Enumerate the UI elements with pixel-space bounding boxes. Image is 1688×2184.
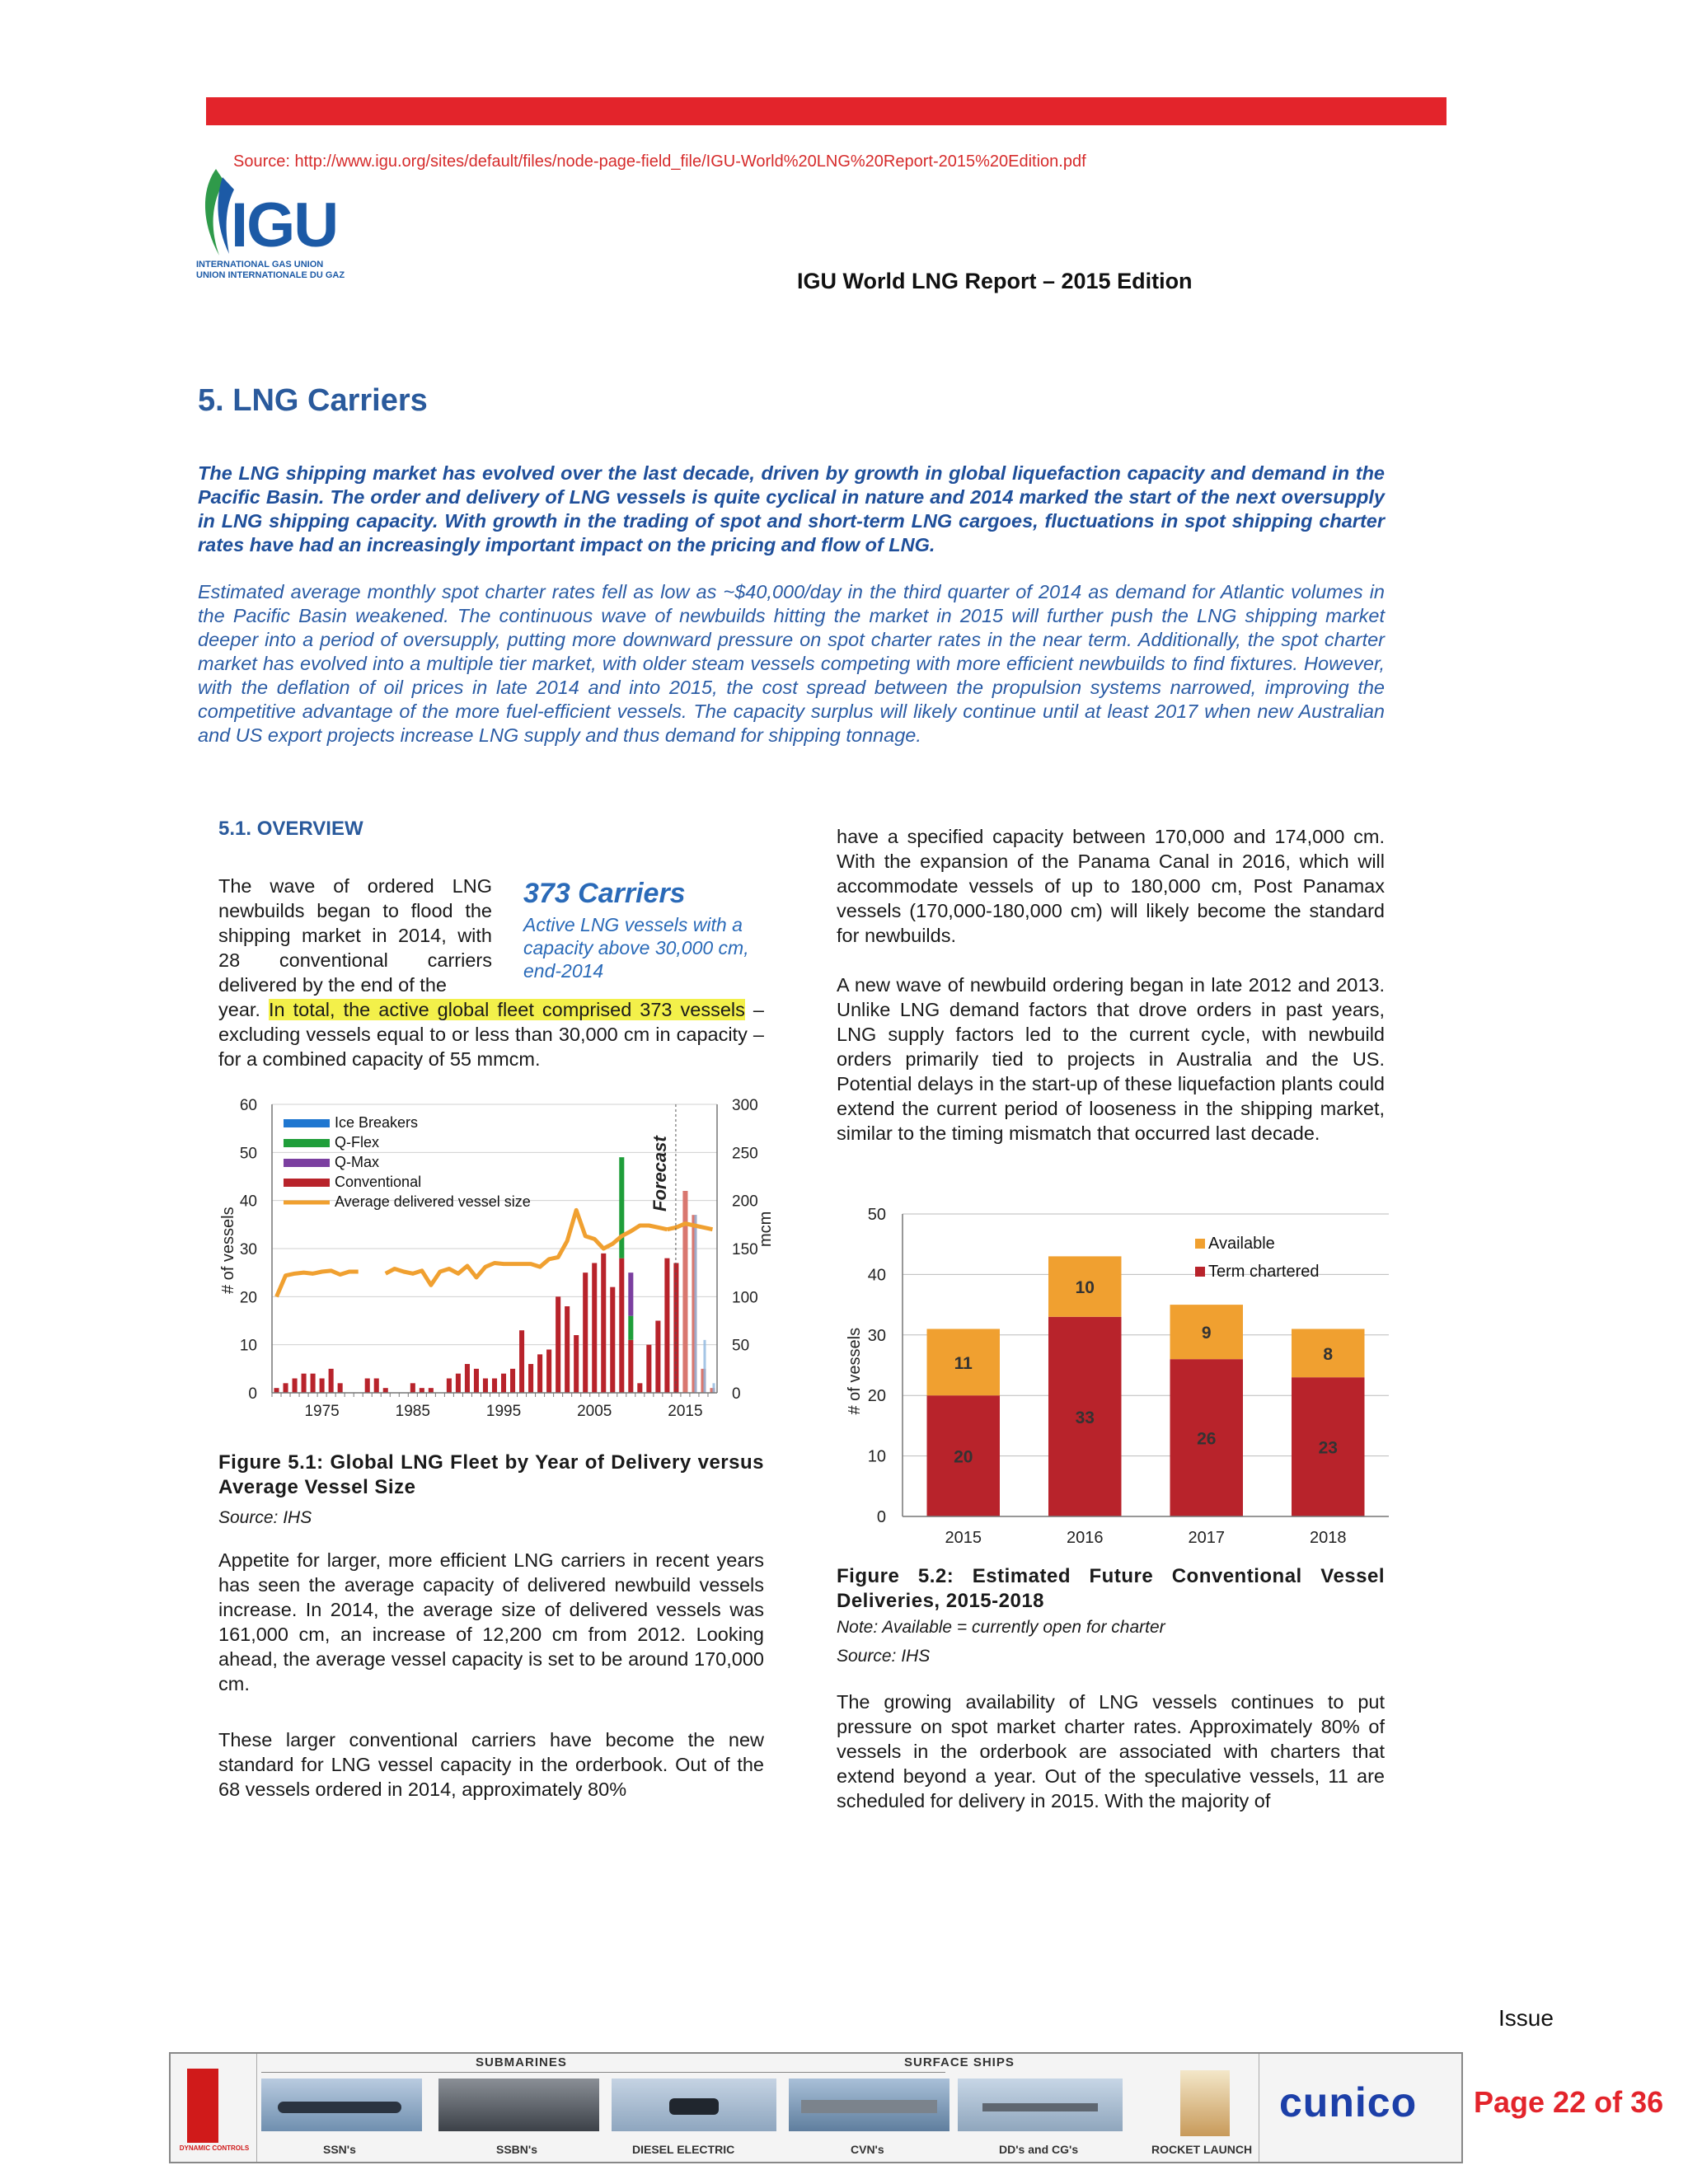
chart2-y-tick: 0	[876, 1508, 886, 1526]
figure1-source: Source: IHS	[218, 1508, 312, 1527]
banner-caption-destroyers: DD's and CG's	[999, 2143, 1079, 2156]
chart1-y2-tick: 100	[732, 1289, 758, 1307]
chart1-bar	[619, 1258, 624, 1393]
chart1-legend-label: Ice Breakers	[335, 1114, 419, 1131]
chart2-x-tick: 2016	[1067, 1529, 1104, 1547]
chart1-y-tick: 60	[239, 1097, 257, 1114]
chart2-data-label: 9	[1201, 1324, 1212, 1343]
figure2-note: Note: Available = currently open for charter	[837, 1618, 1165, 1637]
issue-label: Issue	[1498, 2005, 1554, 2031]
chart1-bar	[574, 1335, 579, 1393]
banner-caption-ssn: SSN's	[323, 2143, 356, 2156]
chart2-y-tick: 10	[867, 1447, 886, 1466]
chart1-legend	[284, 1114, 531, 1210]
section-title: 5. LNG Carriers	[198, 383, 428, 418]
chart1-bar	[474, 1369, 479, 1393]
chart1-y-tick: 0	[248, 1385, 257, 1403]
chart1-average-size-segment	[277, 1271, 359, 1297]
chart1-bar	[456, 1374, 461, 1393]
column2-paragraph2: A new wave of newbuild ordering began in late 2012 and 2013. Unlike LNG demand factors that drove orders in past years, LNG supply factors led to the current cycle, with newbuild orders primarily tied to projects in Australia and the US. Potential delays in the start-up of these liquefaction plants could extend the current period of looseness in the shipping market, similar to the timing mismatch that occurred last decade.	[837, 974, 1385, 1144]
banner-caption-rocket: ROCKET LAUNCH	[1151, 2143, 1253, 2156]
banner-group-submarines: SUBMARINES	[476, 2055, 567, 2069]
chart1-x-tick: 2005	[577, 1403, 612, 1420]
chart2-x-tick: 2018	[1310, 1529, 1347, 1547]
dynamic-controls-logo-text: DYNAMIC CONTROLS	[179, 2144, 250, 2152]
chart1-bar	[501, 1374, 506, 1393]
chart1-bar	[284, 1383, 288, 1393]
chart1-y-axis-label: # of vessels	[219, 1207, 237, 1294]
chart1-bar	[420, 1388, 424, 1393]
submarine-ssbn-image	[438, 2079, 599, 2131]
future-deliveries-chart	[828, 1199, 1397, 1554]
callout-box	[523, 878, 771, 982]
chart2-data-label: 11	[954, 1353, 973, 1373]
cunico-logo: cunico	[1279, 2079, 1418, 2125]
chart1-y2-tick: 250	[732, 1145, 758, 1163]
chart1-bar	[556, 1296, 560, 1393]
igu-logo-text: IGU	[231, 190, 338, 260]
chart1-bar	[311, 1374, 316, 1393]
column1-paragraph1-top: The wave of ordered LNG newbuilds began to flood the shipping market in 2014, with 28 conventional carriers delivered by the end of the	[218, 875, 492, 996]
chart1-y2-axis-label: mcm	[757, 1211, 775, 1247]
chart1-legend-swatch	[284, 1179, 330, 1187]
chart2-data-label: 10	[1075, 1278, 1095, 1298]
chart1-y2-tick: 150	[732, 1241, 758, 1258]
fleet-by-year-chart	[210, 1088, 779, 1451]
page-number: Page 22 of 36	[1474, 2085, 1664, 2119]
igu-logo-subtitle: INTERNATIONAL GAS UNION	[196, 260, 324, 269]
chart2-data-label: 33	[1075, 1408, 1095, 1427]
carrier-cvn-image	[789, 2079, 950, 2131]
chart1-bar	[374, 1379, 379, 1394]
chart1-legend-label: Conventional	[335, 1174, 422, 1190]
chart1-legend-label: Q-Max	[335, 1154, 379, 1170]
chart1-x-tick: 2015	[668, 1403, 703, 1420]
highlighted-text: In total, the active global fleet comprised 373 vessels	[268, 999, 745, 1020]
banner-caption-cvn: CVN's	[851, 2143, 884, 2156]
chart1-bar	[429, 1388, 434, 1393]
chart2-y-tick: 30	[867, 1326, 886, 1345]
intro-summary: The LNG shipping market has evolved over the last decade, driven by growth in global liquefaction capacity and demand in the Pacific Basin. The order and delivery of LNG vessels is quite cyclical in nature and 2014 marked the start of the next oversupply in LNG shipping capacity. With growth in the trading of spot and short-term LNG cargoes, fluctuations in spot shipping charter rates have had an increasingly important impact on the pricing and flow of LNG.	[198, 462, 1385, 555]
chart1-bar	[510, 1369, 515, 1393]
chart1-y-tick: 40	[239, 1193, 257, 1211]
diesel-electric-image	[612, 2079, 776, 2131]
chart1-legend-swatch	[284, 1119, 330, 1127]
column1-paragraph2: Appetite for larger, more efficient LNG carriers in recent years has seen the average capacity of delivered newbuild vessels increase. In 2014, the average size of delivered vessels was 161,000 cm, an increase of 12,200 cm from 2012. Looking ahead, the average vessel capacity is set to be around 170,000 cm.	[218, 1549, 764, 1694]
chart2-y-tick: 50	[867, 1206, 886, 1224]
chart2-y-tick: 40	[867, 1266, 886, 1285]
header-red-bar	[206, 97, 1447, 125]
chart2-data-label: 8	[1323, 1344, 1334, 1364]
callout-text: Active LNG vessels with a capacity above 30,000 cm, end-2014	[523, 914, 749, 982]
figure2-caption: Figure 5.2: Estimated Future Conventional Vessel Deliveries, 2015-2018	[837, 1565, 1385, 1612]
footer-banner	[169, 2052, 1463, 2163]
chart2-data-label: 23	[1318, 1438, 1338, 1458]
chart1-y2-tick: 50	[732, 1337, 750, 1355]
igu-logo-subtitle-fr: UNION INTERNATIONALE DU GAZ	[196, 270, 345, 280]
chart1-average-size-segment	[386, 1210, 668, 1285]
callout-title: 373 Carriers	[523, 878, 686, 909]
banner-group-surface-ships: SURFACE SHIPS	[904, 2055, 1015, 2069]
chart1-bar	[447, 1379, 452, 1394]
chart1-bar	[302, 1374, 307, 1393]
chart1-bar	[320, 1379, 325, 1394]
chart1-bar	[628, 1340, 633, 1393]
chart1-bar	[329, 1369, 334, 1393]
chart2-legend-label: Term chartered	[1208, 1263, 1320, 1281]
chart1-bar	[528, 1364, 533, 1393]
chart1-legend-swatch	[284, 1139, 330, 1147]
chart2-legend	[1195, 1235, 1320, 1281]
chart1-bar	[583, 1272, 588, 1393]
chart1-bar	[628, 1272, 633, 1316]
chart1-bar-forecast-accent	[712, 1383, 715, 1393]
banner-divider-line	[261, 2072, 945, 2073]
chart1-y-tick: 30	[239, 1241, 257, 1258]
column1-paragraph3: These larger conventional carriers have become the new standard for LNG vessel capacity in the orderbook. Out of the 68 vessels ordered in 2014, approximately 80%	[218, 1729, 764, 1800]
chart1-y2-tick: 200	[732, 1193, 758, 1211]
source-link[interactable]: Source: http://www.igu.org/sites/default/files/node-page-field_file/IGU-World%20LNG%20Report-2015%20Edition.pdf	[233, 152, 1086, 171]
chart1-bar	[365, 1379, 370, 1394]
chart1-y-tick: 20	[239, 1289, 257, 1307]
chart1-y-tick: 10	[239, 1337, 257, 1355]
column1-paragraph1-bottom	[218, 997, 764, 1071]
chart1-bar	[274, 1388, 279, 1393]
chart1-legend-label: Q-Flex	[335, 1134, 379, 1151]
chart1-bar	[628, 1316, 633, 1340]
chart1-x-tick: 1995	[485, 1403, 522, 1420]
banner-logo-cell	[171, 2054, 257, 2162]
dynamic-controls-logo	[187, 2069, 218, 2143]
chart1-bar	[664, 1258, 669, 1393]
chart1-bar	[465, 1364, 470, 1393]
chart1-bar	[483, 1379, 488, 1394]
chart2-x-tick: 2017	[1188, 1529, 1225, 1547]
chart2-data-label: 26	[1197, 1429, 1217, 1449]
banner-caption-diesel: DIESEL ELECTRIC	[632, 2143, 735, 2156]
chart1-bar	[601, 1254, 606, 1393]
chart1-bar	[537, 1354, 542, 1393]
chart1-average-size-line	[277, 1210, 713, 1296]
chart1-bar	[293, 1379, 298, 1394]
destroyer-image	[958, 2079, 1123, 2131]
paragraph-year-word: year.	[218, 999, 260, 1020]
chart1-bar	[519, 1330, 524, 1393]
chart1-bar	[592, 1263, 597, 1394]
column2-paragraph1: have a specified capacity between 170,000 and 174,000 cm. With the expansion of the Panama Canal in 2016, which will accommodate vessels of up to 180,000 cm, Post Panamax vessels (170,000-180,000 cm) will likely become the standard for newbuilds.	[837, 826, 1385, 946]
chart1-bar	[565, 1306, 570, 1393]
chart2-y-axis-label: # of vessels	[846, 1327, 864, 1415]
chart1-average-size-forecast	[667, 1224, 712, 1230]
chart2-legend-label: Available	[1208, 1235, 1275, 1253]
chart1-y2-tick: 0	[732, 1385, 741, 1403]
chart2-data-label: 20	[954, 1447, 973, 1467]
report-title: IGU World LNG Report – 2015 Edition	[797, 269, 1193, 293]
chart1-bar	[338, 1383, 343, 1393]
chart2-bars	[927, 1256, 1365, 1516]
submarine-ssn-image	[261, 2079, 422, 2131]
subsection-title: 5.1. OVERVIEW	[218, 818, 363, 840]
chart1-y-tick: 50	[239, 1145, 257, 1163]
chart1-y2-tick: 300	[732, 1097, 758, 1114]
chart1-bar	[619, 1157, 624, 1258]
chart2-legend-swatch	[1195, 1267, 1205, 1277]
rocket-launch-image	[1180, 2070, 1230, 2136]
chart1-x-tick: 1975	[304, 1403, 340, 1420]
igu-logo	[191, 165, 356, 280]
chart1-legend-label: Average delivered vessel size	[335, 1193, 531, 1210]
chart1-bar	[492, 1379, 497, 1394]
chart2-y-tick: 20	[867, 1387, 886, 1406]
column2-paragraph3: The growing availability of LNG vessels continues to put pressure on spot market charter rates. Approximately 80% of vessels in the orderbook are associated with charters that extend beyond a year. Out of the speculative vessels, 11 are scheduled for delivery in 2015. With the majority of	[837, 1691, 1385, 1811]
chart1-bar	[610, 1287, 615, 1393]
chart1-bar	[637, 1383, 642, 1393]
banner-caption-ssbn: SSBN's	[496, 2143, 538, 2156]
chart1-bar-forecast-accent	[703, 1340, 706, 1393]
chart1-bar	[383, 1388, 388, 1393]
chart1-bar	[646, 1345, 651, 1393]
chart1-bar	[410, 1383, 415, 1393]
chart2-legend-swatch	[1195, 1239, 1205, 1249]
chart1-bar	[546, 1350, 551, 1394]
figure1-caption: Figure 5.1: Global LNG Fleet by Year of Delivery versus Average Vessel Size	[218, 1451, 764, 1498]
chart1-bar-forecast-accent	[694, 1215, 696, 1393]
chart1-x-tick: 1985	[395, 1403, 430, 1420]
chart1-bar	[682, 1191, 687, 1393]
chart1-bar	[655, 1321, 660, 1394]
chart2-x-tick: 2015	[945, 1529, 982, 1547]
figure2-source: Source: IHS	[837, 1647, 931, 1666]
paragraph-continuation: – excluding vessels equal to or less than 30,000 cm in capacity – for a combined capacity of 55 mmcm.	[218, 999, 764, 1070]
chart1-legend-swatch	[284, 1159, 330, 1167]
chart1-forecast-label: Forecast	[649, 1136, 670, 1212]
intro-paragraph: Estimated average monthly spot charter rates fell as low as ~$40,000/day in the third quarter of 2014 as demand for Atlantic volumes in the Pacific Basin weakened. The continuous wave of newbuilds hitting the market in 2015 will further push the LNG shipping market deeper into a period of oversupply, putting more downward pressure on spot charter rates in the near term. Additionally, the spot charter market has evolved into a multiple tier market, with older steam vessels competing with more efficient newbuilds to find fixtures. However, with the deflation of oil prices in late 2014 and into 2015, the cost spread between the propulsion systems narrowed, improving the competitive advantage of the more fuel-efficient vessels. The capacity surplus will likely continue until at least 2017 when new Australian and US export projects increase LNG supply and thus demand for shipping tonnage.	[198, 581, 1385, 746]
